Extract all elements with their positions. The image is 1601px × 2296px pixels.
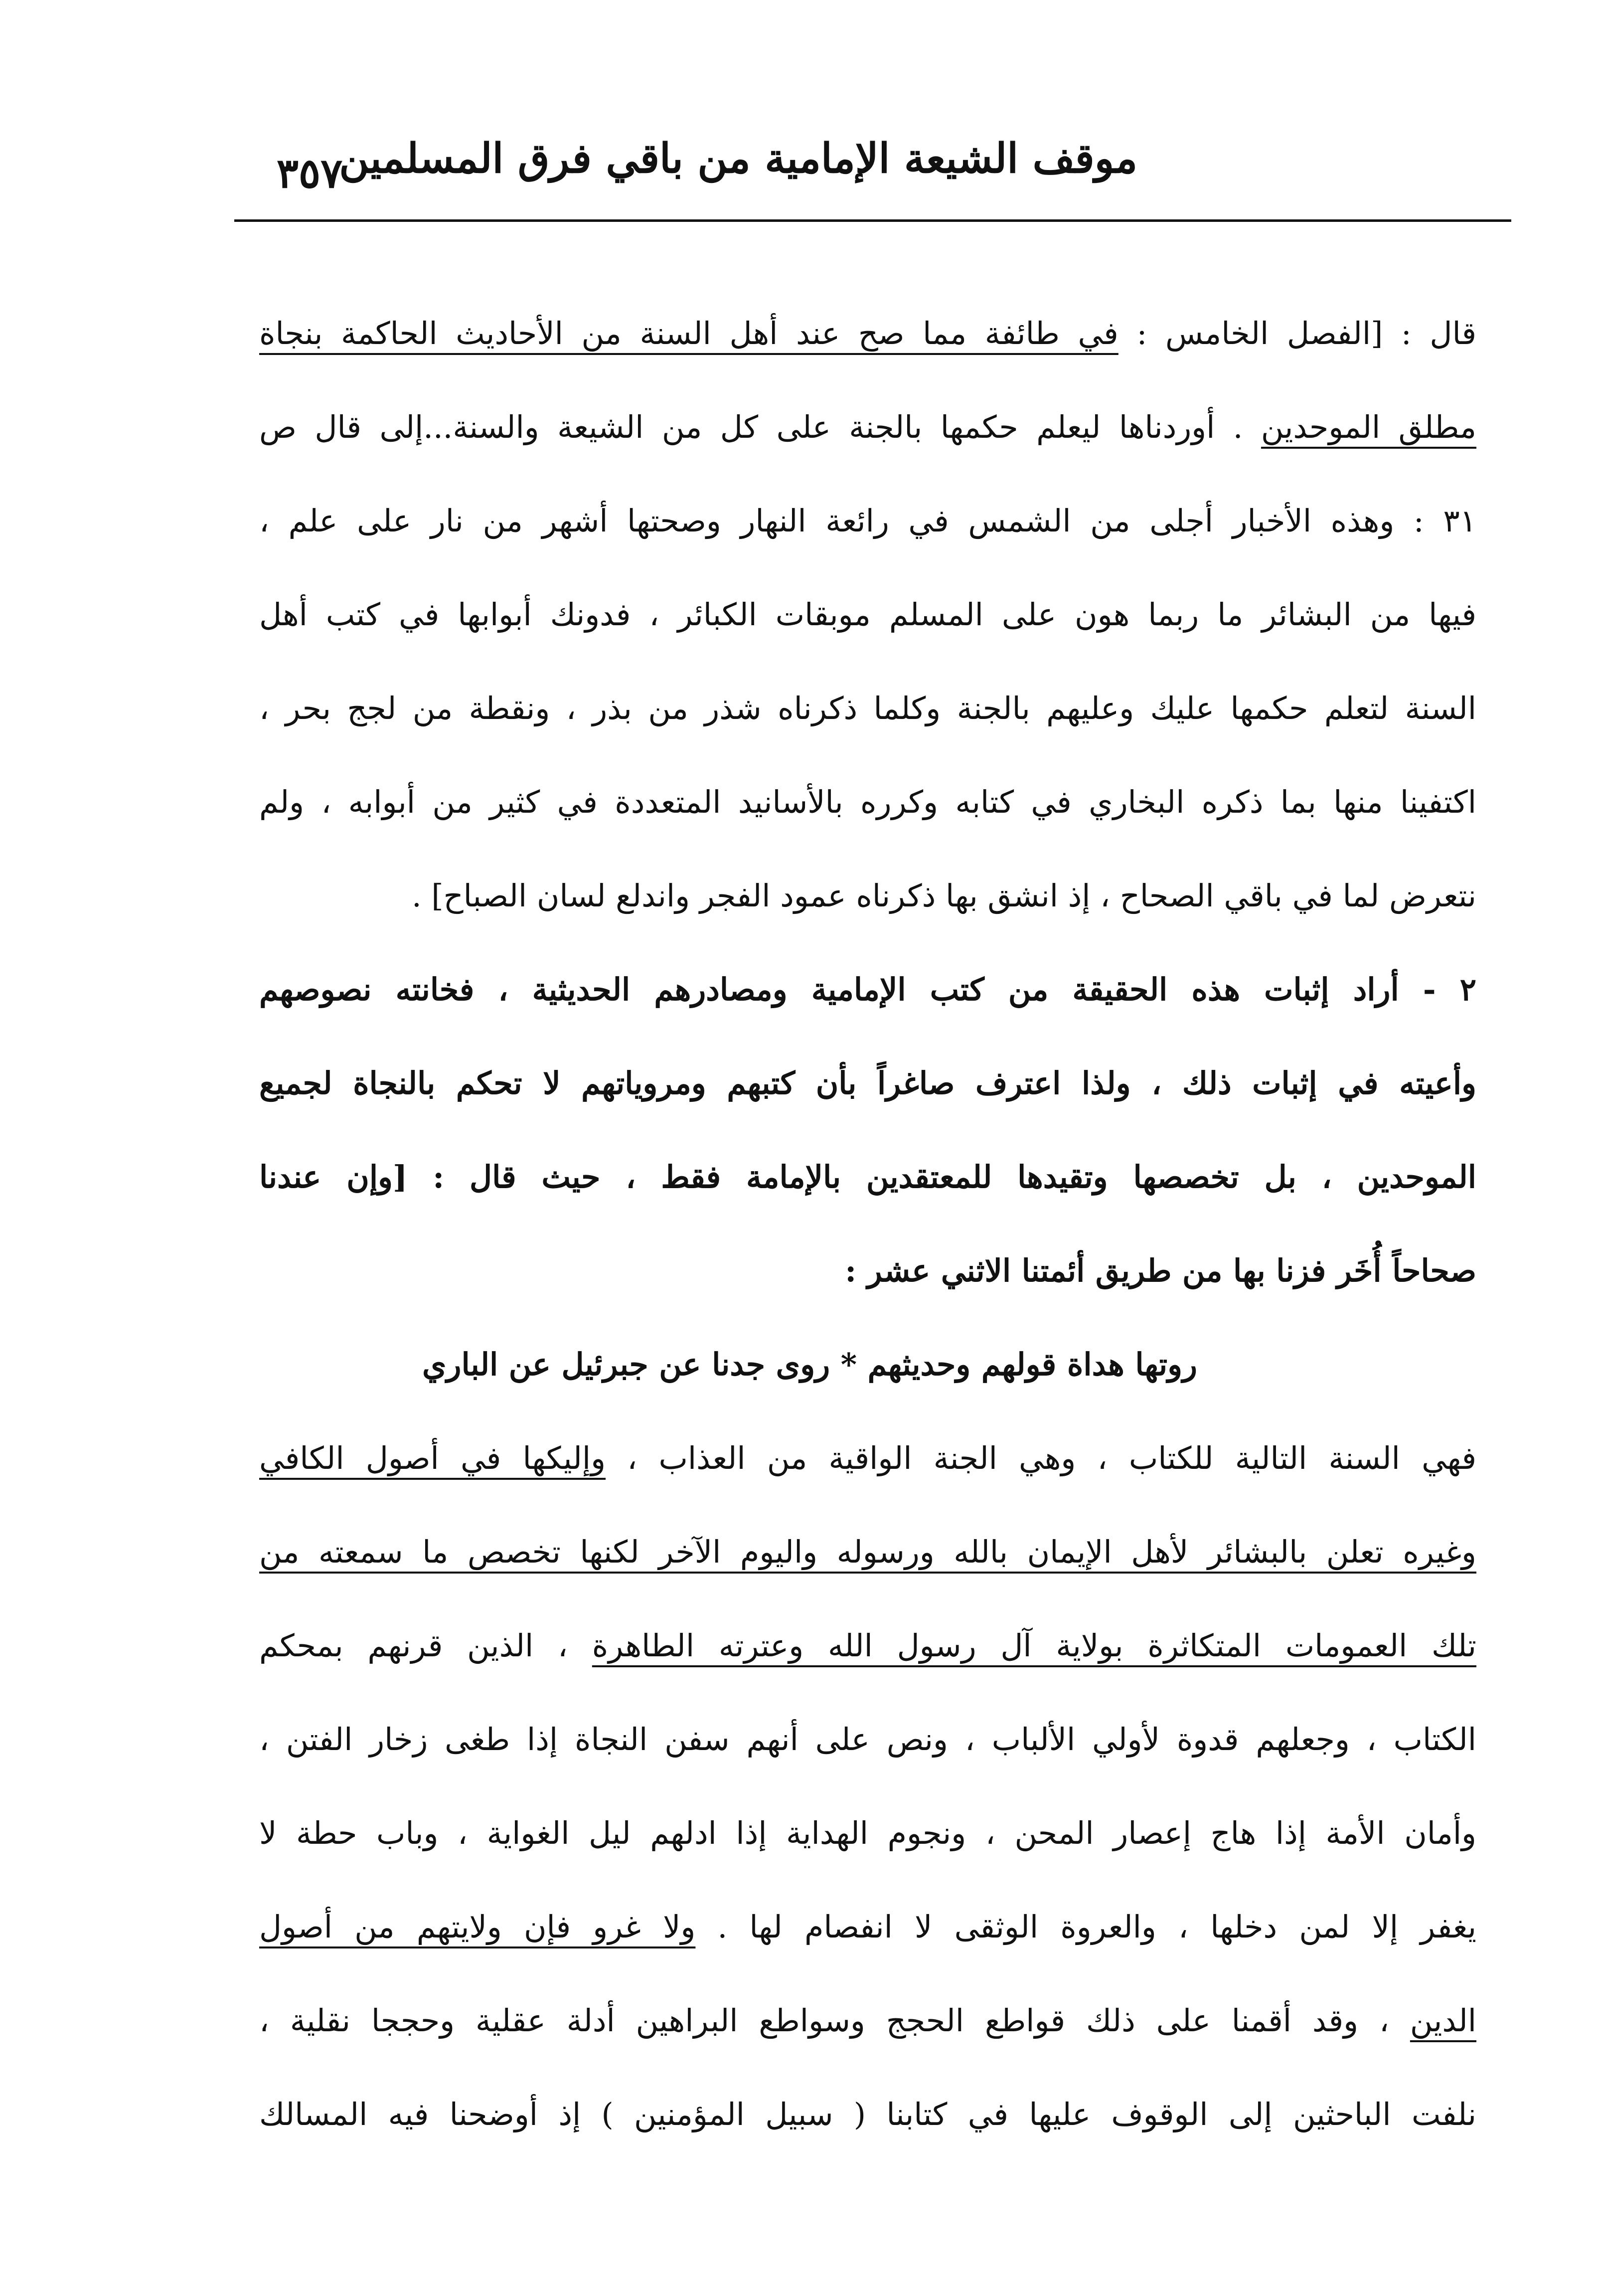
text-segment: ، الذين قرنهم بمحكم bbox=[259, 1627, 592, 1664]
underlined-segment: في طائفة مما صح عند أهل السنة من الأحاديث الحاكمة بنجاة bbox=[259, 315, 1119, 352]
text-line-9: وأعيته في إثبات ذلك ، ولذا اعترف صاغراً بأن كتبهم ومروياتهم لا تحكم بالنجاة لجميع bbox=[259, 1065, 1476, 1101]
text-line-16: الكتاب ، وجعلهم قدوة لأولي الألباب ، ونص على أنهم سفن النجاة إذا طغى زخار الفتن ، bbox=[259, 1721, 1476, 1758]
poem-verse: روتها هداة قولهم وحديثهم * روى جدنا عن جبرئيل عن الباري bbox=[422, 1346, 1197, 1383]
underlined-segment: وإليكها في أصول الكافي bbox=[259, 1440, 606, 1476]
text-segment: . أوردناها ليعلم حكمها بالجنة على كل من الشيعة والسنة...إلى قال ص bbox=[259, 409, 1261, 445]
text-line-13 bbox=[259, 1412, 1476, 1505]
page-number: ٣٥٧ bbox=[277, 150, 343, 197]
underlined-segment: الدين bbox=[1410, 2002, 1476, 2039]
underlined-segment: ولا غرو فإن ولايتهم من أصول bbox=[259, 1909, 696, 1945]
running-title: موقف الشيعة الإمامية من باقي فرق المسلمين bbox=[339, 135, 1137, 182]
text-line-11: صحاحاً أُخَر فزنا بها من طريق أئمتنا الاثني عشر : bbox=[845, 1252, 1476, 1289]
text-line-1 bbox=[259, 287, 1476, 380]
text-line-19 bbox=[259, 1974, 1476, 2068]
text-line-6: اكتفينا منها بما ذكره البخاري في كتابه وكرره بالأسانيد المتعددة في كثير من أبوابه ، ولم bbox=[259, 784, 1476, 820]
text-line-2 bbox=[259, 380, 1476, 474]
underlined-segment: تلك العمومات المتكاثرة بولاية آل رسول الله وعترته الطاهرة bbox=[592, 1627, 1476, 1664]
body-text bbox=[259, 287, 1476, 2161]
text-segment: يغفر إلا لمن دخلها ، والعروة الوثقى لا انفصام لها . bbox=[695, 1909, 1476, 1945]
text-line-17: وأمان الأمة إذا هاج إعصار المحن ، ونجوم الهداية إذا ادلهم ليل الغواية ، وباب حطة لا bbox=[259, 1815, 1476, 1851]
text-line-14: وغيره تعلن بالبشائر لأهل الإيمان بالله ورسوله واليوم الآخر لكنها تخصص ما سمعته من bbox=[259, 1534, 1476, 1570]
page-header bbox=[234, 125, 1511, 197]
text-line-20: نلفت الباحثين إلى الوقوف عليها في كتابنا ( سبيل المؤمنين ) إذ أوضحنا فيه المسالك bbox=[259, 2096, 1476, 2132]
underlined-segment: مطلق الموحدين bbox=[1261, 409, 1476, 445]
text-line-10: الموحدين ، بل تخصصها وتقيدها للمعتقدين بالإمامة فقط ، حيث قال : [وإن عندنا bbox=[259, 1159, 1476, 1195]
text-line-3: ٣١ : وهذه الأخبار أجلى من الشمس في رائعة النهار وصحتها أشهر من نار على علم ، bbox=[259, 503, 1476, 539]
text-segment: قال : [الفصل الخامس : bbox=[1118, 315, 1476, 352]
text-line-15 bbox=[259, 1599, 1476, 1693]
text-line-5: السنة لتعلم حكمها عليك وعليهم بالجنة وكلما ذكرناه شذر من بذر ، ونقطة من لجج بحر ، bbox=[259, 690, 1476, 726]
text-line-4: فيها من البشائر ما ربما هون على المسلم موبقات الكبائر ، فدونك أبوابها في كتب أهل bbox=[259, 596, 1476, 633]
header-rule bbox=[234, 219, 1511, 222]
text-segment: فهي السنة التالية للكتاب ، وهي الجنة الواقية من العذاب ، bbox=[606, 1440, 1476, 1476]
text-line-18 bbox=[259, 1880, 1476, 1974]
text-line-7: نتعرض لما في باقي الصحاح ، إذ انشق بها ذكرناه عمود الفجر واندلع لسان الصباح] . bbox=[412, 878, 1476, 914]
text-line-8: ٢ - أراد إثبات هذه الحقيقة من كتب الإمامية ومصادرهم الحديثية ، فخانته نصوصهم bbox=[259, 971, 1476, 1008]
text-segment: ، وقد أقمنا على ذلك قواطع الحجج وسواطع البراهين أدلة عقلية وحججا نقلية ، bbox=[259, 2002, 1410, 2039]
